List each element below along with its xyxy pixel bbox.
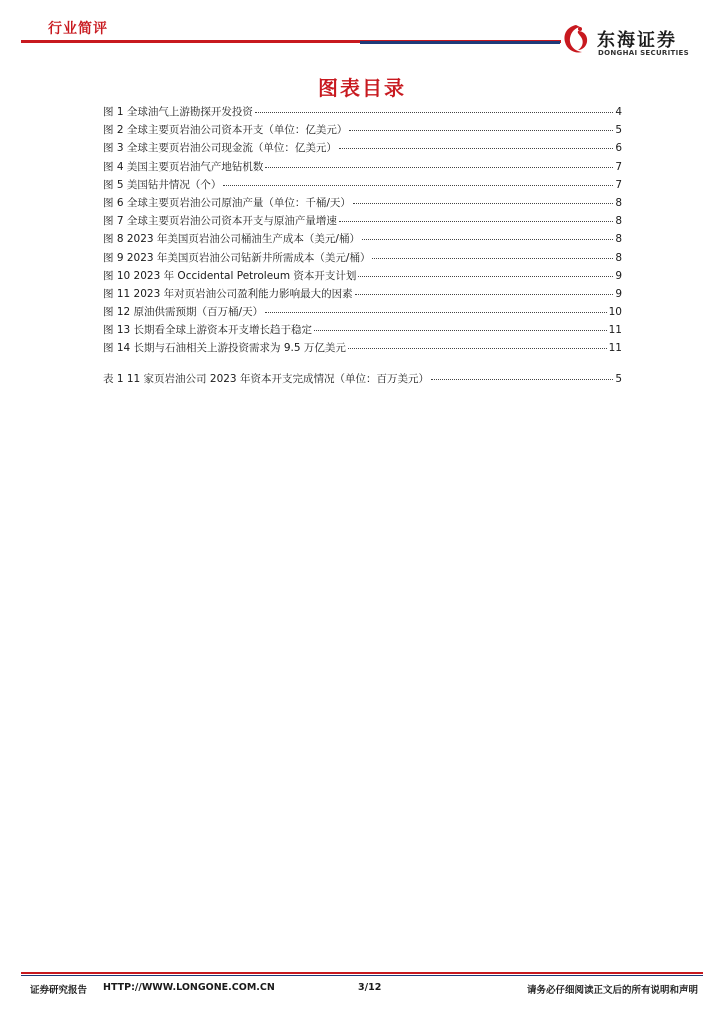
toc-leader-dots — [339, 138, 613, 149]
toc-entry-label: 图 4 美国主要页岩油气产地钻机数 — [103, 160, 264, 173]
toc-leader-dots — [372, 248, 613, 259]
toc-entry-label: 图 9 2023 年美国页岩油公司钻新井所需成本（美元/桶） — [103, 251, 371, 264]
toc-entry-page: 4 — [615, 106, 622, 118]
toc-entry-page: 9 — [615, 287, 622, 300]
toc-entry[interactable] — [103, 230, 622, 248]
toc-entry-label: 图 6 全球主要页岩油公司原油产量（单位：千桶/天） — [103, 196, 351, 209]
toc-entry-label: 表 1 11 家页岩油公司 2023 年资本开支完成情况（单位：百万美元） — [103, 373, 429, 385]
footer-website-link[interactable]: HTTP://WWW.LONGONE.COM.CN — [103, 982, 275, 993]
toc-leader-dots — [353, 193, 613, 204]
report-category: 行业简评 — [48, 21, 108, 37]
toc-entry-page: 8 — [615, 215, 622, 228]
toc-entry-page: 7 — [615, 178, 622, 191]
toc-entry-label: 图 11 2023 年对页岩油公司盈利能力影响最大的因素 — [103, 287, 353, 300]
toc-entry-label: 图 12 原油供需预期（百万桶/天） — [103, 306, 264, 319]
header-divider-blue — [360, 41, 560, 44]
toc-entry-page: 8 — [615, 233, 622, 246]
footer-page-number: 3/12 — [358, 982, 382, 993]
toc-entry[interactable] — [103, 194, 622, 212]
logo-chinese-name: 东海证券 — [597, 30, 677, 51]
toc-leader-dots — [223, 175, 613, 186]
toc-entry-page: 10 — [608, 306, 622, 319]
toc-entry-page: 11 — [608, 342, 622, 355]
toc-leader-dots — [348, 338, 607, 349]
toc-entry[interactable] — [103, 121, 622, 139]
toc-entry-label: 图 7 全球主要页岩油公司资本开支与原油产量增速 — [103, 215, 337, 228]
donghai-logo-icon — [560, 22, 592, 56]
toc-entry-label: 图 3 全球主要页岩油公司现金流（单位：亿美元） — [103, 142, 337, 155]
toc-entry-label: 图 1 全球油气上游勘探开发投资 — [103, 106, 253, 118]
toc-entry[interactable] — [103, 158, 622, 176]
footer-report-type: 证券研究报告 — [30, 985, 88, 996]
toc-entry-label: 图 2 全球主要页岩油公司资本开支（单位：亿美元） — [103, 124, 348, 137]
toc-entry[interactable] — [103, 212, 622, 230]
toc-leader-dots — [255, 102, 613, 113]
toc-leader-dots — [314, 320, 607, 331]
figure-toc-list — [103, 103, 622, 358]
toc-leader-dots — [355, 284, 614, 295]
toc-entry-label: 图 10 2023 年 Occidental Petroleum 资本开支计划 — [103, 269, 357, 282]
toc-entry-page: 7 — [615, 160, 622, 173]
toc-entry-page: 8 — [615, 196, 622, 209]
toc-entry-page: 8 — [615, 251, 622, 264]
company-logo — [560, 22, 710, 58]
toc-entry[interactable] — [103, 339, 622, 357]
toc-entry[interactable] — [103, 139, 622, 157]
toc-entry-page: 5 — [615, 124, 622, 137]
footer-disclaimer: 请务必仔细阅读正文后的所有说明和声明 — [526, 985, 698, 996]
toc-entry[interactable] — [103, 303, 622, 321]
toc-leader-dots — [339, 211, 613, 222]
toc-entry[interactable] — [103, 285, 622, 303]
toc-leader-dots — [431, 369, 613, 380]
toc-entry[interactable] — [103, 103, 622, 121]
footer-divider-red — [21, 972, 703, 974]
toc-entry[interactable] — [103, 176, 622, 194]
toc-entry[interactable] — [103, 321, 622, 339]
toc-leader-dots — [349, 120, 613, 131]
logo-english-name: DONGHAI SECURITIES — [598, 49, 689, 57]
toc-entry-label: 图 13 长期看全球上游资本开支增长趋于稳定 — [103, 324, 313, 337]
toc-entry-page: 11 — [608, 324, 622, 337]
toc-entry-page: 5 — [615, 373, 622, 385]
table-toc-list — [103, 370, 622, 388]
toc-leader-dots — [358, 266, 613, 277]
toc-entry-page: 6 — [615, 142, 622, 155]
toc-title: 图表目录 — [318, 76, 406, 100]
toc-entry[interactable] — [103, 370, 622, 388]
toc-leader-dots — [362, 229, 613, 240]
toc-entry-label: 图 8 2023 年美国页岩油公司桶油生产成本（美元/桶） — [103, 233, 360, 246]
toc-entry-page: 9 — [615, 269, 622, 282]
toc-leader-dots — [265, 157, 613, 168]
footer-divider-blue — [21, 975, 703, 976]
toc-leader-dots — [265, 302, 607, 313]
toc-entry[interactable] — [103, 267, 622, 285]
toc-entry[interactable] — [103, 249, 622, 267]
toc-entry-label: 图 14 长期与石油相关上游投资需求为 9.5 万亿美元 — [103, 342, 346, 355]
toc-entry-label: 图 5 美国钻井情况（个） — [103, 178, 222, 191]
